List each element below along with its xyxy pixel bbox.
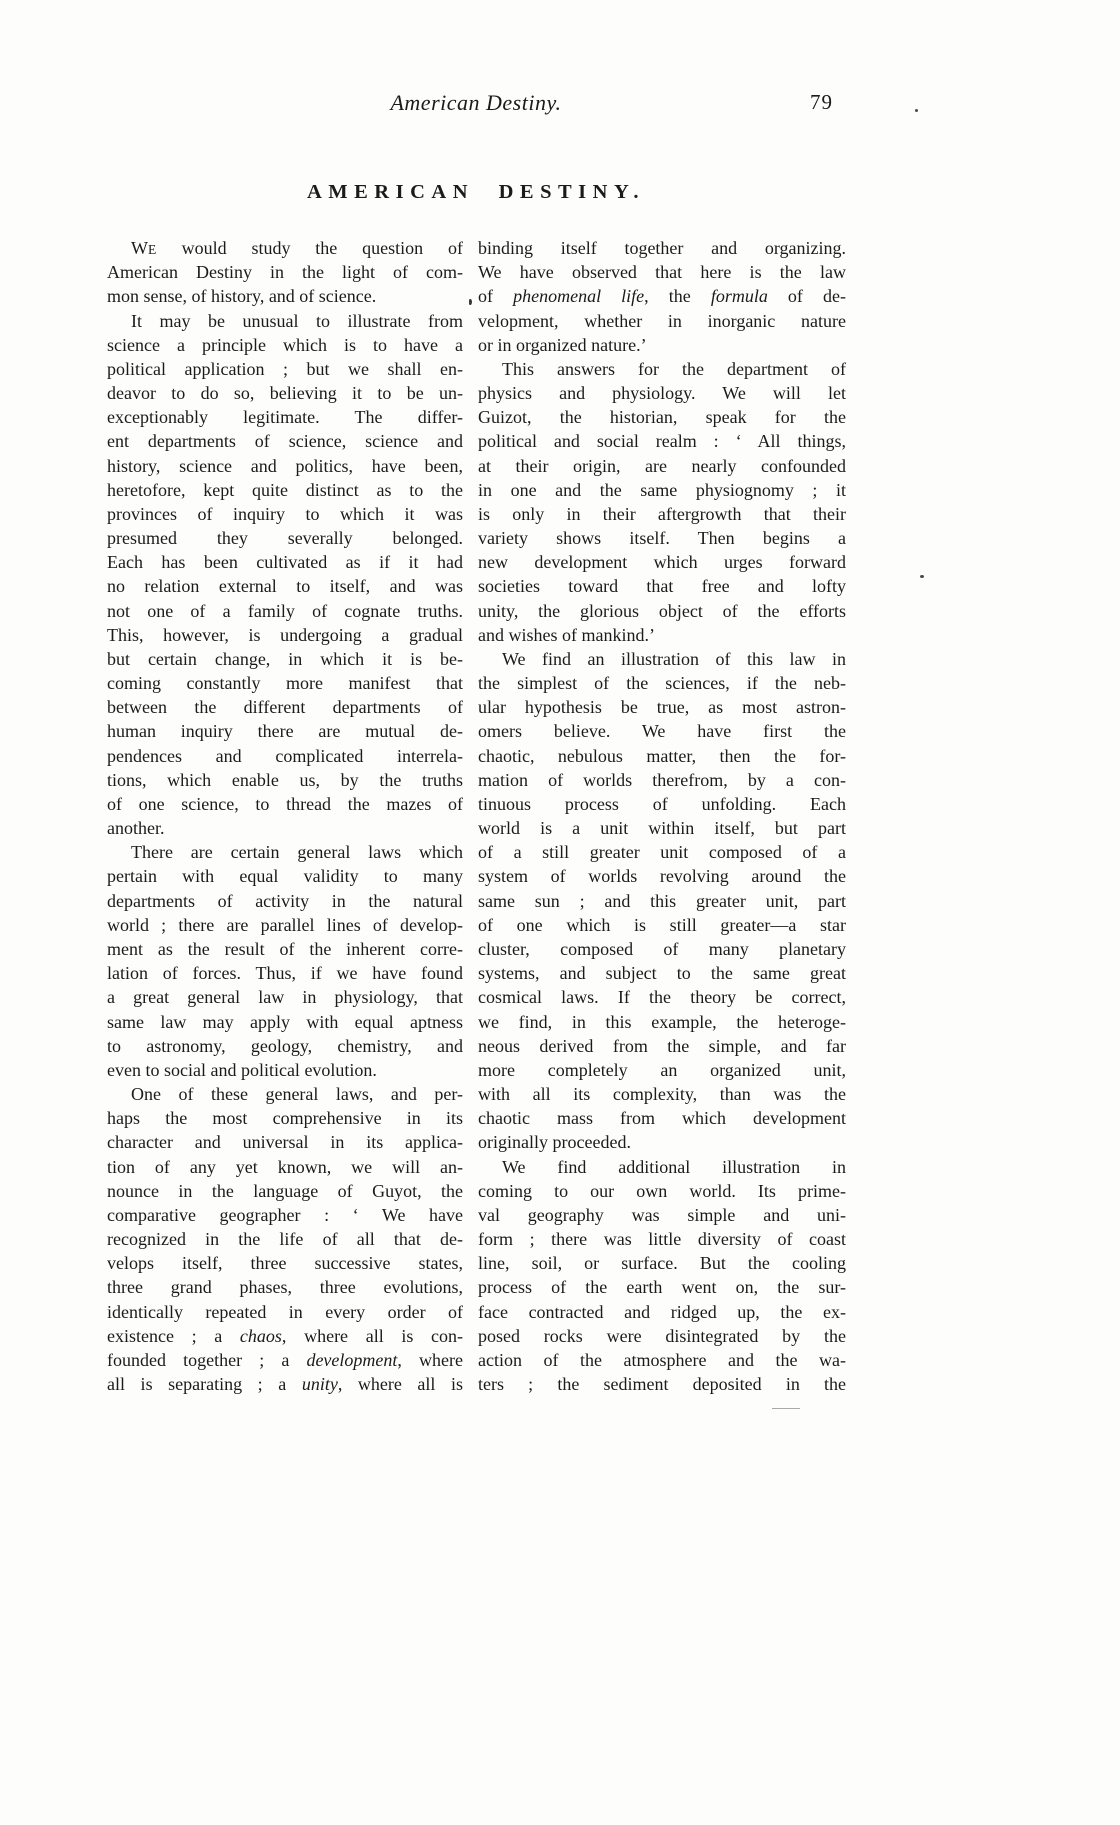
text-line: cosmical laws. If the theory be correct,: [478, 987, 846, 1008]
text-line: cluster, composed of many planetary: [478, 938, 846, 959]
text-line: We find additional illustration in: [502, 1156, 846, 1177]
text-line: binding itself together and organizing.: [478, 238, 846, 258]
text-line: or in organized nature.’: [478, 334, 647, 355]
text-line: One of these general laws, and per-: [131, 1084, 463, 1105]
text-line: WE would study the question of: [131, 238, 463, 258]
text-line: provinces of inquiry to which it was: [107, 503, 463, 524]
text-line: world is a unit within itself, but part: [478, 818, 846, 839]
text-line: in one and the same physiognomy ; it: [478, 479, 846, 500]
text-line: There are certain general laws which: [131, 842, 463, 863]
scan-speck: [915, 109, 918, 112]
page-number: 79: [810, 90, 833, 114]
text-line: This, however, is undergoing a gradual: [107, 624, 463, 645]
text-line: same sun ; and this greater unit, part: [478, 890, 846, 911]
text-line: political and social realm : ‘ All things,: [478, 431, 846, 452]
scan-speck: [469, 299, 472, 305]
text-line: coming constantly more manifest that: [107, 673, 463, 694]
text-line: ent departments of science, science and: [107, 431, 463, 452]
text-line: lation of forces. Thus, if we have found: [107, 963, 463, 984]
left-column: [107, 236, 463, 1396]
text-line: of phenomenal life, the formula of de-: [478, 286, 846, 307]
running-header-title: American Destiny.: [390, 90, 562, 115]
text-line: world ; there are parallel lines of develop-: [107, 914, 463, 935]
text-line: all is separating ; a unity, where all is: [107, 1374, 463, 1395]
text-columns: [107, 236, 847, 1396]
text-line: val geography was simple and uni-: [478, 1204, 846, 1225]
text-line: tion of any yet known, we will an-: [107, 1156, 463, 1177]
text-line: Guizot, the historian, speak for the: [478, 407, 846, 428]
text-line: no relation external to itself, and was: [107, 576, 463, 597]
text-line: history, science and politics, have been,: [107, 455, 463, 476]
text-line: a great general law in physiology, that: [107, 987, 463, 1008]
scan-speck: [772, 1408, 800, 1409]
text-line: with all its complexity, than was the: [478, 1084, 846, 1105]
text-line: We find an illustration of this law in: [502, 648, 846, 669]
text-line: same law may apply with equal aptness: [107, 1011, 463, 1032]
text-line: process of the earth went on, the sur-: [478, 1277, 846, 1298]
text-line: physics and physiology. We will let: [478, 383, 846, 404]
text-line: new development which urges forward: [478, 552, 846, 573]
text-line: heretofore, kept quite distinct as to the: [107, 479, 463, 500]
text-line: to astronomy, geology, chemistry, and: [107, 1035, 463, 1056]
text-line: ular hypothesis be true, as most astron-: [478, 697, 846, 718]
text-line: line, soil, or surface. But the cooling: [478, 1253, 846, 1274]
right-column: [478, 236, 846, 1396]
text-line: presumed they severally belonged.: [107, 528, 463, 549]
text-line: systems, and subject to the same great: [478, 963, 846, 984]
text-line: nounce in the language of Guyot, the: [107, 1180, 463, 1201]
text-line: originally proceeded.: [478, 1132, 631, 1153]
text-line: It may be unusual to illustrate from: [131, 310, 463, 331]
text-line: of one which is still greater—a star: [478, 914, 846, 935]
text-line: chaotic, nebulous matter, then the for-: [478, 745, 846, 766]
text-line: recognized in the life of all that de-: [107, 1229, 463, 1250]
text-line: human inquiry there are mutual de-: [107, 721, 463, 742]
text-line: not one of a family of cognate truths.: [107, 600, 463, 621]
text-line: velops itself, three successive states,: [107, 1253, 463, 1274]
text-line: founded together ; a development, where: [107, 1349, 463, 1370]
text-line: is only in their aftergrowth that their: [478, 503, 846, 524]
text-line: of one science, to thread the mazes of: [107, 793, 463, 814]
text-line: science a principle which is to have a: [107, 334, 463, 355]
text-line: American Destiny in the light of com-: [107, 262, 463, 283]
text-line: mation of worlds therefrom, by a con-: [478, 769, 846, 790]
text-line: comparative geographer : ‘ We have: [107, 1204, 463, 1225]
text-line: pertain with equal validity to many: [107, 866, 463, 887]
text-line: deavor to do so, believing it to be un-: [107, 383, 463, 404]
text-line: tions, which enable us, by the truths: [107, 769, 463, 790]
text-line: more completely an organized unit,: [478, 1059, 846, 1080]
text-line: character and universal in its applica-: [107, 1132, 463, 1153]
text-line: face contracted and ridged up, the ex-: [478, 1301, 846, 1322]
text-line: three grand phases, three evolutions,: [107, 1277, 463, 1298]
text-line: of a still greater unit composed of a: [478, 842, 846, 863]
text-line: coming to our own world. Its prime-: [478, 1180, 846, 1201]
text-line: We have observed that here is the law: [478, 262, 846, 283]
text-line: existence ; a chaos, where all is con-: [107, 1325, 463, 1346]
text-line: exceptionably legitimate. The differ-: [107, 407, 463, 428]
text-line: pendences and complicated interrela-: [107, 745, 463, 766]
text-line: departments of activity in the natural: [107, 890, 463, 911]
text-line: identically repeated in every order of: [107, 1301, 463, 1322]
text-line: form ; there was little diversity of coast: [478, 1229, 846, 1250]
text-line: variety shows itself. Then begins a: [478, 528, 846, 549]
text-line: but certain change, in which it is be-: [107, 648, 463, 669]
text-line: system of worlds revolving around the: [478, 866, 846, 887]
text-line: velopment, whether in inorganic nature: [478, 310, 846, 331]
text-line: unity, the glorious object of the efforts: [478, 600, 846, 621]
text-line: ters ; the sediment deposited in the: [478, 1374, 846, 1395]
text-line: we find, in this example, the heteroge-: [478, 1011, 846, 1032]
text-line: neous derived from the simple, and far: [478, 1035, 846, 1056]
text-line: tinuous process of unfolding. Each: [478, 793, 846, 814]
text-line: ment as the result of the inherent corre-: [107, 938, 463, 959]
scan-speck: [920, 575, 924, 578]
text-line: political application ; but we shall en-: [107, 358, 463, 379]
text-line: societies toward that free and lofty: [478, 576, 846, 597]
text-line: This answers for the department of: [502, 358, 846, 379]
text-line: at their origin, are nearly confounded: [478, 455, 846, 476]
running-header: [107, 90, 845, 124]
article-title: AMERICAN DESTINY.: [306, 181, 646, 203]
text-line: posed rocks were disintegrated by the: [478, 1325, 846, 1346]
text-line: between the different departments of: [107, 697, 463, 718]
text-line: chaotic mass from which development: [478, 1108, 846, 1129]
text-line: mon sense, of history, and of science.: [107, 286, 377, 307]
text-line: haps the most comprehensive in its: [107, 1108, 463, 1129]
text-line: another.: [107, 818, 165, 839]
text-line: even to social and political evolution.: [107, 1059, 377, 1080]
text-line: and wishes of mankind.’: [478, 624, 655, 645]
text-line: the simplest of the sciences, if the neb-: [478, 673, 846, 694]
text-line: Each has been cultivated as if it had: [107, 552, 463, 573]
text-line: action of the atmosphere and the wa-: [478, 1349, 846, 1370]
text-line: omers believe. We have first the: [478, 721, 846, 742]
